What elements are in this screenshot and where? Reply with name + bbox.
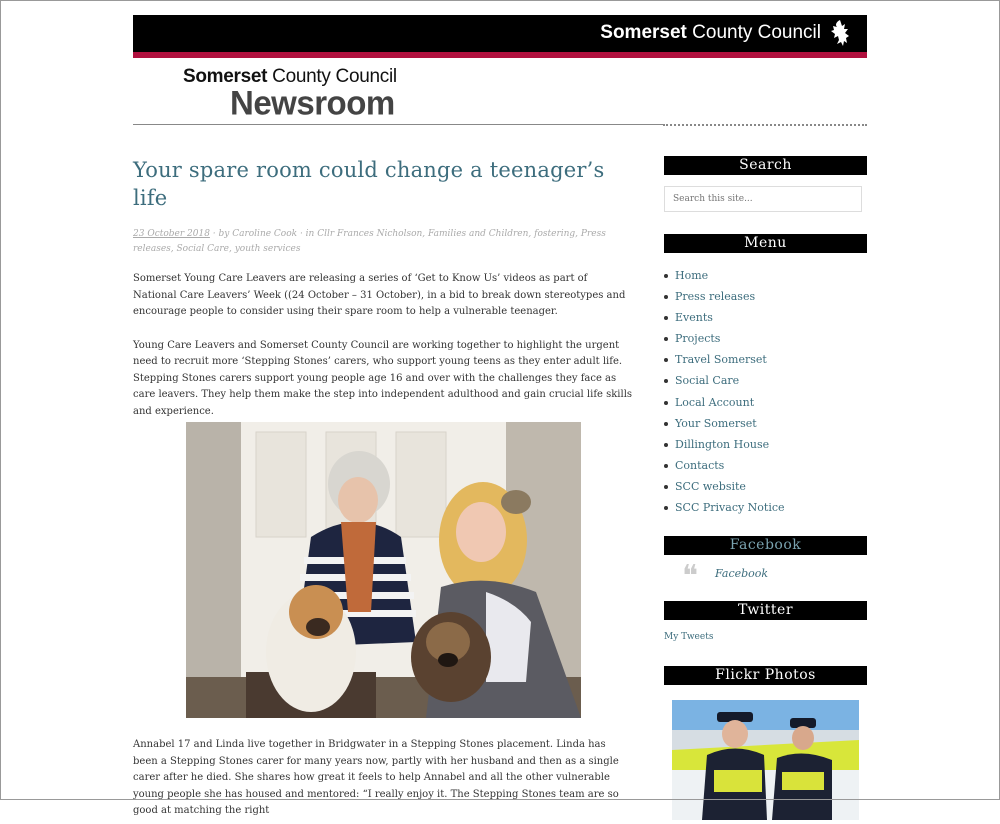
logo-org-bold: Somerset bbox=[183, 66, 268, 87]
search-widget-title: Search bbox=[664, 156, 867, 175]
menu-item-your-somerset[interactable]: Your Somerset bbox=[664, 413, 867, 434]
facebook-widget bbox=[664, 559, 867, 595]
menu-widget-title: Menu bbox=[664, 234, 867, 253]
article-paragraph: Young Care Leavers and Somerset County Council are working together to highlight the urgent need to recruit more ‘Stepping Stones’ carers, who support young teens as they enter adult life. Stepping Stones carers support young people age 16 and over with the challenges they face as care leavers. They help them make the step into independent adulthood and gain crucial life skills and experience. bbox=[133, 339, 633, 417]
post-meta bbox=[133, 227, 633, 257]
quote-icon: ❝ bbox=[682, 559, 699, 595]
menu-item-projects[interactable]: Projects bbox=[664, 328, 867, 349]
article-paragraph: Somerset Young Care Leavers are releasing a series of ‘Get to Know Us’ videos as part of National Care Leavers’ Week ((24 October – 31 October), in a bid to break down stereotypes and encourage people to consider using their spare room to help a vulnerable teenager. bbox=[133, 273, 626, 317]
header-divider-dotted bbox=[663, 124, 867, 126]
menu-item-social-care[interactable]: Social Care bbox=[664, 370, 867, 391]
menu-item-local-account[interactable]: Local Account bbox=[664, 392, 867, 413]
banner-org-bold: Somerset bbox=[600, 22, 687, 43]
newsroom-logo[interactable] bbox=[183, 66, 397, 122]
post-date[interactable]: 23 October 2018 bbox=[133, 229, 210, 239]
post-title[interactable]: Your spare room could change a teenager’s life bbox=[133, 158, 605, 210]
sidebar bbox=[664, 156, 867, 820]
twitter-widget-title: Twitter bbox=[664, 601, 867, 620]
article bbox=[133, 156, 633, 816]
menu-item-events[interactable]: Events bbox=[664, 307, 867, 328]
menu-item-press-releases[interactable]: Press releases bbox=[664, 286, 867, 307]
menu-item-dillington-house[interactable]: Dillington House bbox=[664, 434, 867, 455]
my-tweets-link[interactable]: My Tweets bbox=[664, 632, 714, 643]
banner-org-rest: County Council bbox=[686, 22, 821, 43]
menu-item-home[interactable]: Home bbox=[664, 265, 867, 286]
facebook-widget-title: Facebook bbox=[664, 536, 867, 555]
top-banner bbox=[133, 15, 867, 52]
menu-item-travel-somerset[interactable]: Travel Somerset bbox=[664, 349, 867, 370]
article-paragraph: Annabel 17 and Linda live together in Bridgwater in a Stepping Stones placement. Linda has been a Stepping Stones carer for many years now, partly with her husband and then as a single carer after he died. She shares how great it feels to help Annabel and all the other vulnerable young people she has housed and mentored: “I really enjoy it. The Stepping Stones team are so good at matching the right bbox=[133, 739, 619, 816]
somerset-crest-icon bbox=[827, 18, 853, 49]
menu-list bbox=[664, 265, 867, 518]
flickr-widget-title: Flickr Photos bbox=[664, 666, 867, 685]
post-meta-details: · by Caroline Cook · in Cllr Frances Nicholson, Families and Children, fostering, Press releases, Social Care, youth services bbox=[133, 229, 606, 254]
search-input[interactable] bbox=[664, 186, 862, 212]
menu-item-contacts[interactable]: Contacts bbox=[664, 455, 867, 476]
header-divider bbox=[133, 124, 663, 125]
logo-newsroom: Newsroom bbox=[230, 83, 395, 122]
article-photo bbox=[186, 422, 581, 718]
flickr-photo[interactable] bbox=[672, 700, 859, 820]
facebook-link[interactable]: Facebook bbox=[715, 567, 769, 581]
menu-item-scc-website[interactable]: SCC website bbox=[664, 476, 867, 497]
banner-org-name[interactable] bbox=[600, 22, 821, 44]
logo-org-rest: County Council bbox=[267, 66, 397, 87]
menu-item-scc-privacy-notice[interactable]: SCC Privacy Notice bbox=[664, 497, 867, 518]
banner-stripe bbox=[133, 52, 867, 58]
